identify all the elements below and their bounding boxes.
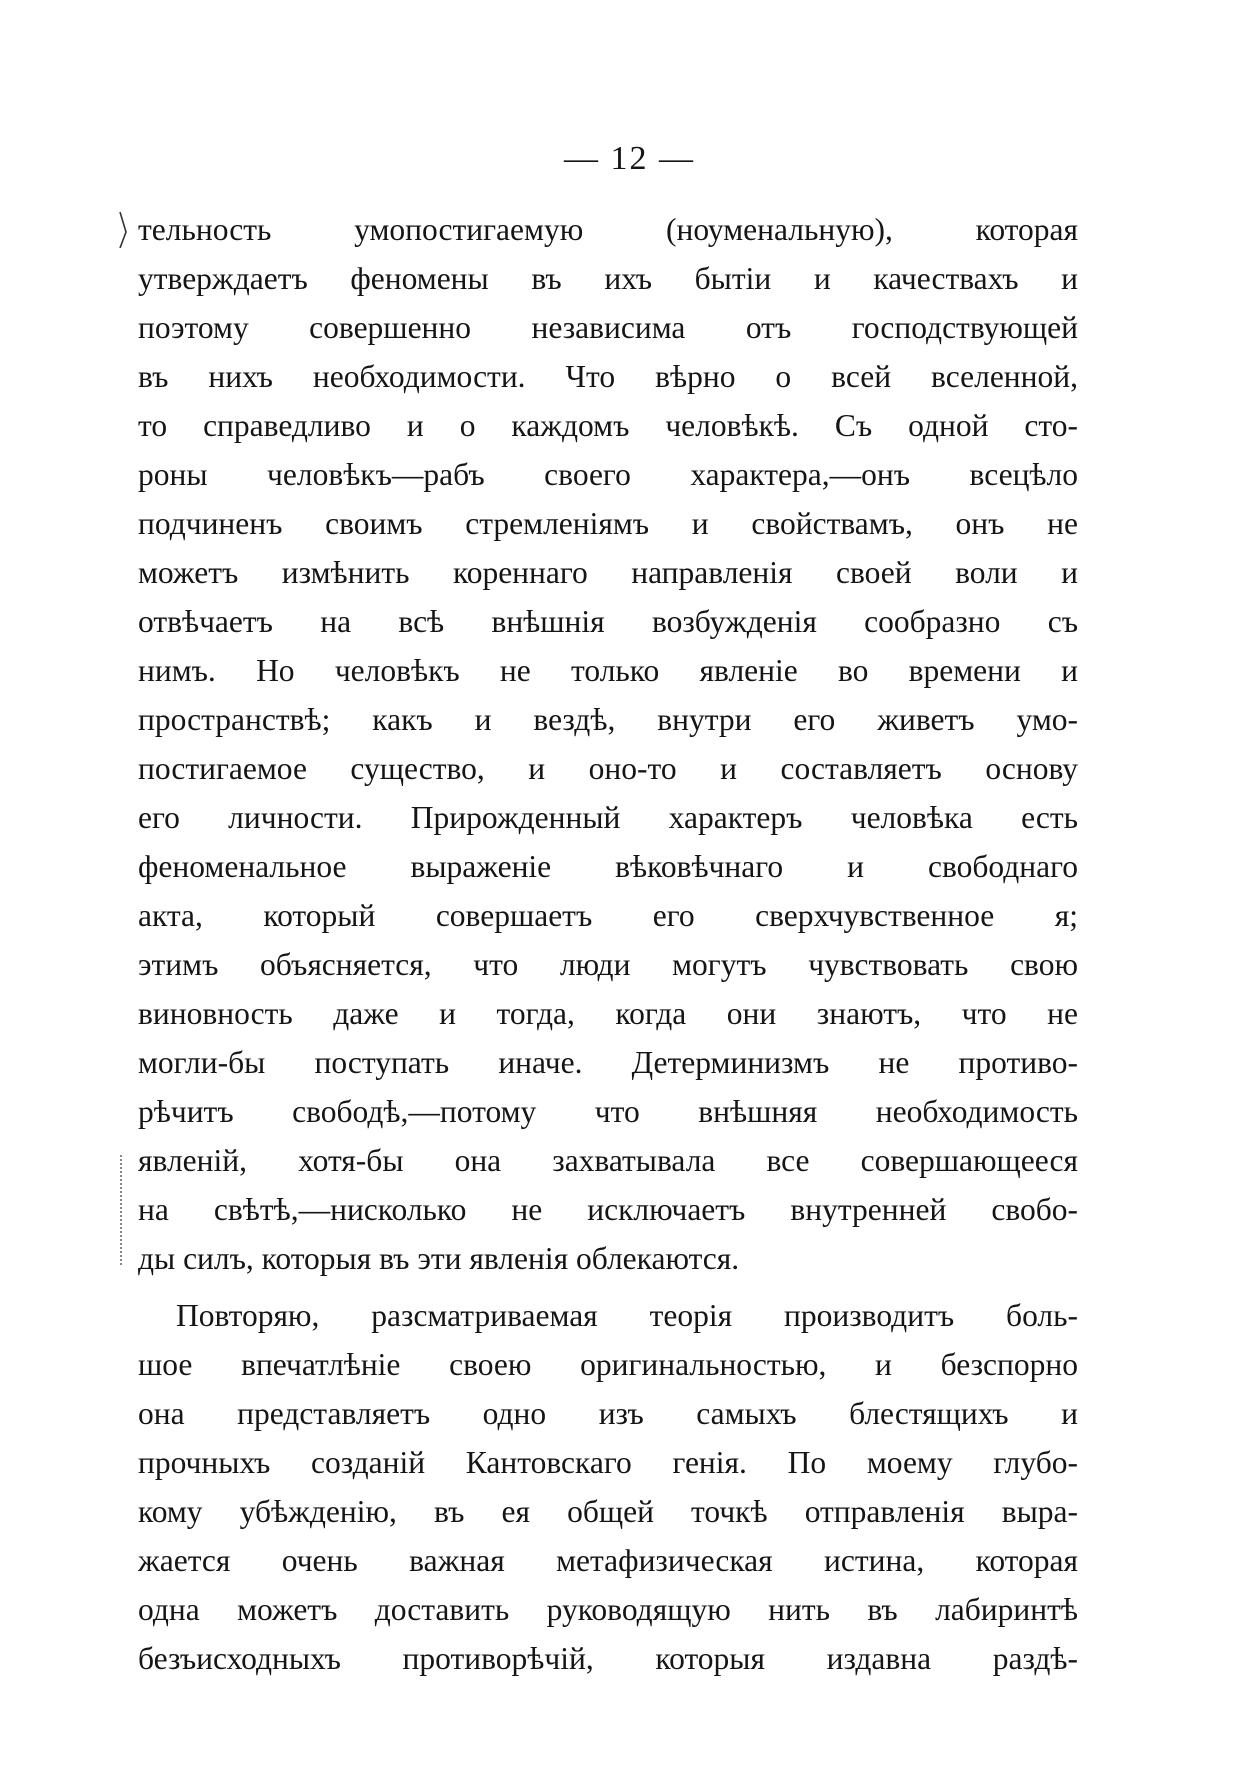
text-line: кому убѣжденію, въ ея общей точкѣ отправленія выра- bbox=[138, 1494, 1078, 1529]
text-line: пространствѣ; какъ и вездѣ, внутри его живетъ умо- bbox=[138, 702, 1078, 737]
margin-bracket-mark bbox=[118, 212, 128, 248]
text-line: можетъ измѣнить кореннаго направленія своей воли и bbox=[138, 555, 1078, 590]
text-line: безъисходныхъ противорѣчій, которыя издавна раздѣ- bbox=[138, 1641, 1078, 1676]
text-line: въ нихъ необходимости. Что вѣрно о всей вселенной, bbox=[138, 359, 1078, 394]
text-line: отвѣчаетъ на всѣ внѣшнія возбужденія сообразно съ bbox=[138, 604, 1078, 639]
text-line: рѣчитъ свободѣ,—потому что внѣшняя необходимость bbox=[138, 1094, 1078, 1129]
text-line: Повторяю, разсматриваемая теорія производитъ боль- bbox=[176, 1298, 1078, 1333]
text-line: виновность даже и тогда, когда они знаютъ, что не bbox=[138, 996, 1078, 1031]
text-line: явленій, хотя-бы она захватывала все совершающееся bbox=[138, 1143, 1078, 1178]
page-number: — 12 — bbox=[564, 140, 695, 177]
text-line: то справедливо и о каждомъ человѣкѣ. Съ одной сто- bbox=[138, 408, 1078, 443]
paragraph-1 bbox=[138, 205, 1078, 1283]
text-line: подчиненъ своимъ стремленіямъ и свойствамъ, онъ не bbox=[138, 506, 1078, 541]
paragraph-gap bbox=[138, 1283, 1078, 1291]
text-line: прочныхъ созданій Кантовскаго генія. По моему глубо- bbox=[138, 1445, 1078, 1480]
text-line: этимъ объясняется, что люди могутъ чувствовать свою bbox=[138, 947, 1078, 982]
text-line: шое впечатлѣніе своею оригинальностью, и безспорно bbox=[138, 1347, 1078, 1382]
text-line: феноменальное выраженіе вѣковѣчнаго и свободнаго bbox=[138, 849, 1078, 884]
text-line: утверждаетъ феномены въ ихъ бытіи и качествахъ и bbox=[138, 261, 1078, 296]
text-line: тельность умопостигаемую (ноуменальную), которая bbox=[138, 212, 1078, 247]
text-line: могли-бы поступать иначе. Детерминизмъ не противо- bbox=[138, 1045, 1078, 1080]
text-line: роны человѣкъ—рабъ своего характера,—онъ всецѣло bbox=[138, 457, 1078, 492]
text-line: она представляетъ одно изъ самыхъ блестящихъ и bbox=[138, 1396, 1078, 1431]
paragraph-2 bbox=[138, 1291, 1078, 1683]
text-line: нимъ. Но человѣкъ не только явленіе во времени и bbox=[138, 653, 1078, 688]
text-line: жается очень важная метафизическая истина, которая bbox=[138, 1543, 1078, 1578]
text-line: ды силъ, которыя въ эти явленія облекаются. bbox=[138, 1241, 740, 1276]
body-text bbox=[138, 205, 1078, 1683]
text-line: поэтому совершенно независима отъ господствующей bbox=[138, 310, 1078, 345]
margin-dotted-mark bbox=[120, 1155, 126, 1265]
text-line: постигаемое существо, и оно-то и составляетъ основу bbox=[138, 751, 1078, 786]
text-line: акта, который совершаетъ его сверхчувственное я; bbox=[138, 898, 1078, 933]
text-line: на свѣтѣ,—нисколько не исключаетъ внутренней свобо- bbox=[138, 1192, 1078, 1227]
text-line: одна можетъ доставить руководящую нить въ лабиринтѣ bbox=[138, 1592, 1078, 1627]
text-line: его личности. Прирожденный характеръ человѣка есть bbox=[138, 800, 1078, 835]
